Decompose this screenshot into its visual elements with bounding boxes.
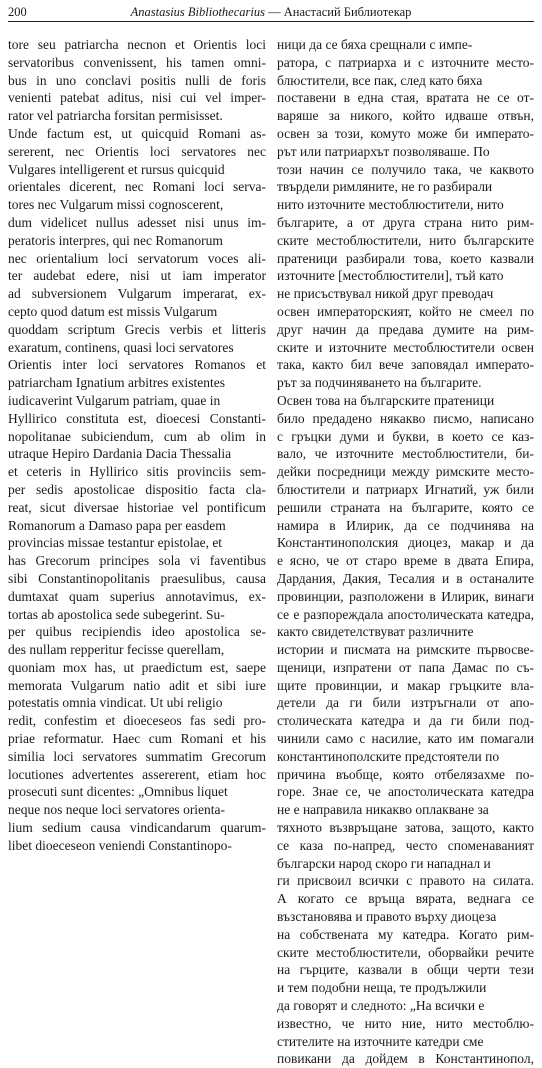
bulgarian-text-line: е ясно, че от старо време в двата Епира, <box>277 553 534 569</box>
bulgarian-text-line: както свидетелствуват различните <box>277 624 474 640</box>
bulgarian-text-line: източните [местоблюстители], тъй като <box>277 268 504 284</box>
bulgarian-text-line: ници да се бяха срещнали с импе- <box>277 37 473 52</box>
running-title-cyrillic: Анастасий Библиотекар <box>283 5 412 19</box>
latin-text-line: orientales dicerent, nec Romani loci serva- <box>8 179 266 195</box>
bulgarian-text-line: с гръцки думи и букви, в което се каз- <box>277 428 534 444</box>
bulgarian-text-line: български народ скоро ги нападнал и <box>277 855 491 871</box>
bulgarian-text-line: нито източните местоблюстители, нито <box>277 197 504 213</box>
latin-text-line: sererent, nec Orientis loci servatores nec <box>8 143 266 159</box>
latin-text-line: rator vel patriarcha forsitan permisisset. <box>8 108 223 124</box>
latin-text-line: cepto quod datum est missis Vulgarum <box>8 303 218 319</box>
bulgarian-text-line: повикани да дойдем в Константинопол, <box>277 1051 534 1067</box>
latin-text-line: tores nec Vulgarum missi cognoscerent, <box>8 197 224 213</box>
bulgarian-text-line: причина въобще, която отбелязахме по- <box>277 766 534 782</box>
bulgarian-text-line: възстановява и правото върху диоцеза <box>277 909 497 925</box>
latin-text-line: ter audebat edere, nisi ut iam imperator <box>8 268 266 284</box>
bulgarian-text-line: известно, че нито ние, нито местоблю- <box>277 1015 534 1031</box>
latin-text-line: des nullam repperitur fecisse querellam, <box>8 642 225 658</box>
latin-text-line: exaratum, continens, quasi loci servatores <box>8 339 234 355</box>
bulgarian-text-line: щите провинции, и макар гръцките вла- <box>277 677 534 693</box>
latin-text-line: peratoris interpres, qui nec Romanorum <box>8 232 223 248</box>
bulgarian-text-line: стителите на източните катедри сме <box>277 1033 484 1049</box>
latin-text-line: sibi Constantinopolitanis praesulibus, causa <box>8 570 266 586</box>
latin-text-line: locutiones advertentes assererent, etiam hoc <box>8 766 266 782</box>
bulgarian-text-line: детели да ги били изтръгнали от апо- <box>277 695 534 711</box>
latin-text-line: Orientis inter loci servatores Romanos et <box>8 357 266 373</box>
bulgarian-text-line: А когато се връща вярата, веднага се <box>277 891 534 907</box>
latin-text-line: per quibus recipiendis ideo apostolica se- <box>8 624 266 640</box>
latin-text-line: quoniam mox has, ut praedictum est, saepe <box>8 659 266 675</box>
latin-text-line: tore seu patriarcha necnon et Orientis loci <box>8 37 266 52</box>
bulgarian-text-line: Дардания, Дакия, Тесалия и в останалите <box>277 570 534 586</box>
bulgarian-text-line: константинополските предстоятели по <box>277 748 500 764</box>
bulgarian-text-line: да говорят и следното: „На всички е <box>277 998 485 1014</box>
bulgarian-text-line: се каза по-напред, често споменаваният <box>277 837 534 853</box>
bulgarian-translation-column <box>277 36 534 1068</box>
bulgarian-text-line: щеници, изпратени от папа Дамас по съ- <box>277 659 534 675</box>
latin-text-line: et ceteris in Hyllirico sitis provinciis sem- <box>8 464 266 480</box>
bulgarian-text-line: така, както бил вече заповядал императо- <box>277 357 534 373</box>
bulgarian-text-line: пратеници разбирали това, което казвали <box>277 250 534 266</box>
latin-text-line: provincias missae testantur epistolae, et <box>8 535 223 551</box>
bulgarian-text-line: намира в Илирик, да се подчинява на <box>277 517 534 533</box>
bulgarian-text-line: столическата катедра и да ги били под- <box>277 713 534 729</box>
running-title-latin: Anastasius Bibliothecarius <box>130 5 265 19</box>
bulgarian-text-line: ските местоблюстители, нито българските <box>277 232 534 248</box>
latin-text-line: memorata Vulgarum natio adit et sibi iure <box>8 677 266 693</box>
bulgarian-text-line: този начин се получило така, че каквото <box>277 161 534 177</box>
bulgarian-text-line: българите, а от друга страна нито рим- <box>277 214 534 230</box>
latin-text-line: ad subversionem Vulgarum imperarat, ex- <box>8 286 266 302</box>
latin-text-line: Vulgares intelligerent et rursus quicquid <box>8 161 225 177</box>
bulgarian-text-line: горе. Знае се, че апостолическата катедра <box>277 784 534 800</box>
latin-text-line: neque nos neque loci servatores orienta- <box>8 802 226 818</box>
bulgarian-text-line: вало, че източните местоблюстители, би- <box>277 446 534 462</box>
latin-text-line: Romanorum a Damaso papa per easdem <box>8 517 226 533</box>
latin-text-line: bus in uno conclavi positis nulli de foris <box>8 72 266 88</box>
latin-text-column <box>8 36 266 855</box>
running-title-separator: — <box>264 5 284 19</box>
latin-text-line: venienti patebat aditus, nisi cui vel imper- <box>8 90 266 106</box>
latin-text-line: per sedis apostolicae dispositio facta cla- <box>8 481 266 497</box>
bulgarian-text-line: било предадено някакво писмо, написано <box>277 410 534 426</box>
bulgarian-text-line: освен за този, комуто може би императо- <box>277 125 534 141</box>
latin-text-line: nec orientalium loci servatorum voces ali- <box>8 250 266 266</box>
bulgarian-text-line: на гърците, казвали в общи черти тези <box>277 962 534 978</box>
latin-text-line: quoddam scriptum Grecis verbis et litteris <box>8 321 266 337</box>
bulgarian-text-line: решили страната на българите, която се <box>277 499 534 515</box>
bulgarian-text-line: Константинополския диоцез, макар и да <box>277 535 534 551</box>
running-header <box>8 4 534 22</box>
bulgarian-text-line: дейки посредници между римските место- <box>277 464 534 480</box>
latin-text-line: iudicaverint Vulgarum patriam, quae in <box>8 392 221 408</box>
latin-text-line: Hyllirico constituta est, dioecesi Constanti- <box>8 410 266 426</box>
bulgarian-text-line: ратора, с патриарха и с източните место- <box>277 54 534 70</box>
bulgarian-text-line: истории и писмата на римските първосве- <box>277 642 534 658</box>
bulgarian-text-line: провинции, разположени в Илирик, винаги <box>277 588 534 604</box>
page-number: 200 <box>8 5 27 19</box>
latin-text-line: reat, sicut diversae historiae vel pontificum <box>8 499 266 515</box>
latin-text-line: dum videlicet nullus adesset nisi unus im- <box>8 214 266 230</box>
bulgarian-text-line: тяхното възвръщане затова, защото, както <box>277 820 534 836</box>
bulgarian-text-line: ските и източните местоблюстители освен <box>277 339 534 355</box>
latin-text-line: dumtaxat quam superius annotavimus, ex- <box>8 588 266 604</box>
latin-text-line: potestatis omnia vindicat. Ut ubi religio <box>8 695 223 711</box>
bulgarian-text-line: твърдели римляните, не го разбирали <box>277 179 493 195</box>
latin-text-line: prosecuti sunt dicentes: „Omnibus liquet <box>8 784 228 800</box>
latin-text-line: priae reformatur. Haec cum Romani et his <box>8 731 266 747</box>
bulgarian-text-line: друг начин да предава думите на рим- <box>277 321 534 337</box>
latin-text-line: redit, confestim et dioeceseos fas sedi pro- <box>8 713 266 729</box>
latin-text-line: utraque Hepiro Dardania Dacia Thessalia <box>8 446 232 462</box>
latin-text-line: Unde factum est, ut quicquid Romani as- <box>8 125 266 141</box>
latin-text-line: servatoribus convenissent, his tamen omni- <box>8 54 266 70</box>
bulgarian-text-line: ги присвоил всички с правото на силата. <box>277 873 534 889</box>
latin-text-line: patriarcham Ignatium arbitres existentes <box>8 375 226 391</box>
latin-text-line: has Grecorum principes sola vi faventibus <box>8 553 266 569</box>
bulgarian-text-line: ските местоблюстители, оборвайки речите <box>277 944 534 960</box>
bulgarian-text-line: Освен това на българските пратеници <box>277 392 495 408</box>
running-title <box>8 4 534 20</box>
bulgarian-text-line: на собствената му катедра. Когато рим- <box>277 926 534 942</box>
bulgarian-text-line: не присъствувал никой друг преводач <box>277 286 494 302</box>
bulgarian-text-line: не е направила никакво оплакване за <box>277 802 489 818</box>
bulgarian-text-line: се е разпореждала апостолическата катедра, <box>277 606 534 622</box>
bulgarian-text-line: поставени в една стая, вратата не се от- <box>277 90 534 106</box>
bulgarian-text-line: чинили само с насилие, като им помагали <box>277 731 534 747</box>
latin-text-line: libet dioeceseon veniendi Constantinopo- <box>8 837 232 853</box>
bulgarian-text-line: освен императорският, който не смеел по <box>277 303 534 319</box>
bulgarian-text-line: рът или патриархът позволяваше. По <box>277 143 490 159</box>
bulgarian-text-line: и тем подобни неща, те продължили <box>277 980 487 996</box>
latin-text-line: lium sedium causa vindicandarum quarum- <box>8 820 266 836</box>
bulgarian-text-line: варяше за никого, който идваше отвън, <box>277 108 534 124</box>
bulgarian-text-line: блюстители, все пак, след като бяха <box>277 72 483 88</box>
bulgarian-text-line: рът за подчиняването на българите. <box>277 375 482 391</box>
latin-text-line: tortas ab apostolica sede subegerint. Su- <box>8 606 225 622</box>
bulgarian-text-line: блюстители и патриарх Игнатий, уж били <box>277 481 534 497</box>
latin-text-line: similia loci servatores summatim Grecorum <box>8 748 266 764</box>
latin-text-line: nopolitanae subiciendum, cum ab olim in <box>8 428 266 444</box>
